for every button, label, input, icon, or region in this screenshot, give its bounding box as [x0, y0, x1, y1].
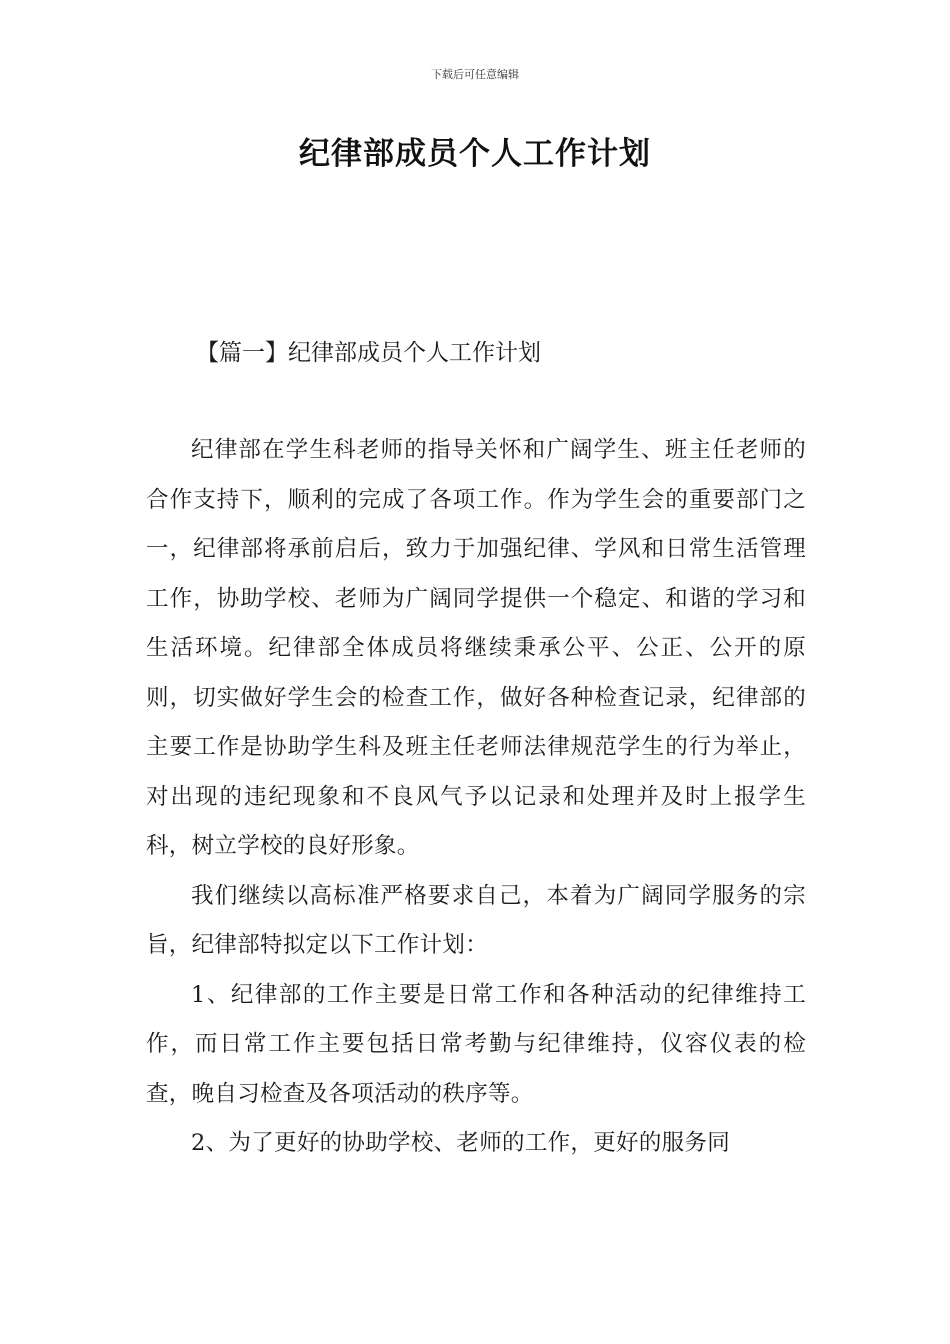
paragraph: 我们继续以高标准严格要求自己，本着为广阔同学服务的宗旨，纪律部特拟定以下工作计划： [146, 882, 806, 958]
document-title: 纪律部成员个人工作计划 [299, 136, 651, 172]
document-body [146, 426, 806, 1169]
section-heading: 【篇一】纪律部成员个人工作计划 [196, 340, 541, 366]
paragraph: 2、为了更好的协助学校、老师的工作，更好的服务同 [191, 1130, 731, 1156]
paragraph: 1、纪律部的工作主要是日常工作和各种活动的纪律维持工作，而日常工作主要包括日常考勤与纪律维持，仪容仪表的检查，晚自习检查及各项活动的秩序等。 [146, 981, 806, 1107]
paragraph: 纪律部在学生科老师的指导关怀和广阔学生、班主任老师的合作支持下，顺利的完成了各项工作。作为学生会的重要部门之一，纪律部将承前启后，致力于加强纪律、学风和日常生活管理工作，协助学校、老师为广阔同学提供一个稳定、和谐的学习和生活环境。纪律部全体成员将继续秉承公平、公正、公开的原则，切实做好学生会的检查工作，做好各种检查记录，纪律部的主要工作是协助学生科及班主任老师法律规范学生的行为举止，对出现的违纪现象和不良风气予以记录和处理并及时上报学生科，树立学校的良好形象。 [146, 437, 806, 859]
header-note: 下载后可任意编辑 [431, 68, 519, 81]
